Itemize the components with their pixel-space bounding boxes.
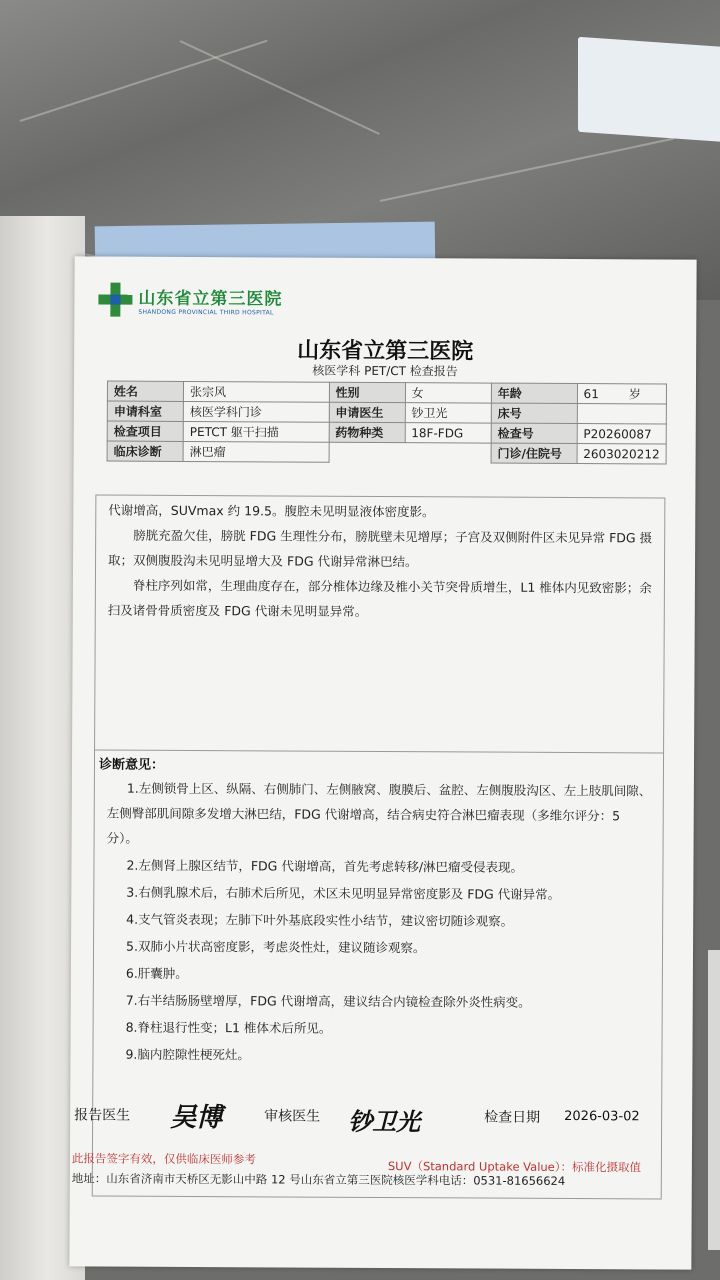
bed-value	[577, 404, 666, 424]
report-title: 山东省立第三医院	[297, 337, 474, 365]
age-label: 年龄	[491, 383, 577, 403]
diagnosis-item: 4.支气管炎表现；左肺下叶外基底段实性小结节，建议密切随诊观察。	[126, 911, 514, 929]
diagnosis-item: 3.右侧乳腺术后，右肺术后所见，术区未见明显异常密度影及 FDG 代谢异常。	[126, 884, 561, 902]
validity-notice: 此报告签字有效，仅供临床医师参考	[71, 1151, 256, 1167]
drug-label: 药物种类	[329, 422, 405, 442]
diagnosis-item: 6.肝囊肿。	[125, 965, 188, 981]
report-doctor-signature: 吴博	[170, 1102, 223, 1134]
exam-date-label: 检查日期	[484, 1109, 541, 1126]
report-paper	[69, 256, 696, 1269]
diagnosis-item: 8.脊柱退行性变；L1 椎体术后所见。	[125, 1019, 332, 1036]
doctor-label: 申请医生	[329, 402, 405, 422]
visitno-value: 2603020212	[577, 444, 666, 464]
exam-value: PETCT 躯干扫描	[183, 421, 329, 442]
report-doctor-label: 报告医生	[74, 1107, 131, 1124]
review-doctor-signature: 钞卫光	[348, 1106, 421, 1137]
examno-value: P20260087	[577, 424, 666, 444]
examno-label: 检查号	[491, 423, 577, 443]
clinical-value: 淋巴瘤	[183, 441, 329, 462]
findings-paragraph: 脊柱序列如常，生理曲度存在，部分椎体边缘及椎小关节突骨质增生，L1 椎体内见致密影；余扫及诸骨骨质密度及 FDG 代谢未见明显异常。	[107, 577, 652, 619]
diagnosis-item: 5.双肺小片状高密度影，考虑炎性灶，建议随诊观察。	[125, 938, 426, 956]
logo-en: SHANDONG PROVINCIAL THIRD HOSPITAL	[138, 308, 274, 317]
report-subtitle: 核医学科 PET/CT 检查报告	[312, 363, 458, 379]
signature-row	[70, 1094, 692, 1141]
diagnosis-item: 1.左侧锁骨上区、纵隔、右侧肺门、左侧腋窝、腹膜后、盆腔、左侧腹股沟区、左上肢肌间隙、左侧臀部肌间隙多发增大淋巴结，FDG 代谢增高，结合病史符合淋巴瘤表现（多维尔评分：5 分）。	[106, 780, 652, 846]
paper-edge	[708, 950, 720, 1250]
section-divider	[95, 749, 663, 753]
patient-info-table	[107, 381, 667, 465]
findings-paragraph: 膀胱充盈欠佳，膀胱 FDG 生理性分布，膀胱壁未见增厚；子宫及双侧附件区未见异常 FDG 摄取；双侧腹股沟未见明显增大及 FDG 代谢异常淋巴结。	[108, 527, 653, 570]
name-label: 姓名	[107, 381, 183, 401]
diagnosis-heading: 诊断意见：	[98, 757, 165, 773]
suv-note: SUV（Standard Uptake Value）：标准化摄取值	[387, 1159, 642, 1175]
visitno-label: 门诊/住院号	[491, 443, 577, 463]
clinical-label: 临床诊断	[107, 441, 183, 461]
findings-section	[108, 498, 657, 626]
diagnosis-list	[105, 776, 655, 1072]
logo-cn: 山东省立第三医院	[138, 288, 283, 310]
age-value: 61	[583, 387, 599, 402]
exam-date-value: 2026-03-02	[564, 1108, 640, 1125]
doctor-value: 钞卫光	[405, 403, 491, 423]
exam-label: 检查项目	[107, 421, 183, 441]
sex-value: 女	[405, 383, 491, 403]
diagnosis-item: 7.右半结肠肠壁增厚，FDG 代谢增高，建议结合内镜检查除外炎性病变。	[125, 992, 531, 1010]
diagnosis-item: 9.脑内腔隙性梗死灶。	[125, 1046, 250, 1063]
name-value: 张宗风	[183, 381, 329, 402]
dept-label: 申请科室	[107, 401, 183, 421]
address-line: 地址：山东省济南市天桥区无影山中路 12 号山东省立第三医院核医学科电话：0531-81656624	[71, 1171, 566, 1188]
hospital-logo	[98, 283, 282, 318]
age-cell	[577, 384, 666, 404]
findings-paragraph: 代谢增高，SUVmax 约 19.5。腹腔未见明显液体密度影。	[108, 502, 435, 520]
sex-label: 性别	[329, 382, 405, 402]
diagnosis-item: 2.左侧肾上腺区结节，FDG 代谢增高，首先考虑转移/淋巴瘤受侵表现。	[126, 857, 524, 875]
review-doctor-label: 审核医生	[264, 1108, 321, 1125]
report-body	[92, 494, 666, 1199]
drug-value: 18F-FDG	[405, 423, 491, 443]
window-reflection	[578, 37, 720, 142]
bed-label: 床号	[491, 403, 577, 423]
age-unit: 岁	[628, 387, 641, 402]
dept-value: 核医学科门诊	[183, 401, 329, 422]
hospital-cross-icon	[98, 283, 132, 317]
